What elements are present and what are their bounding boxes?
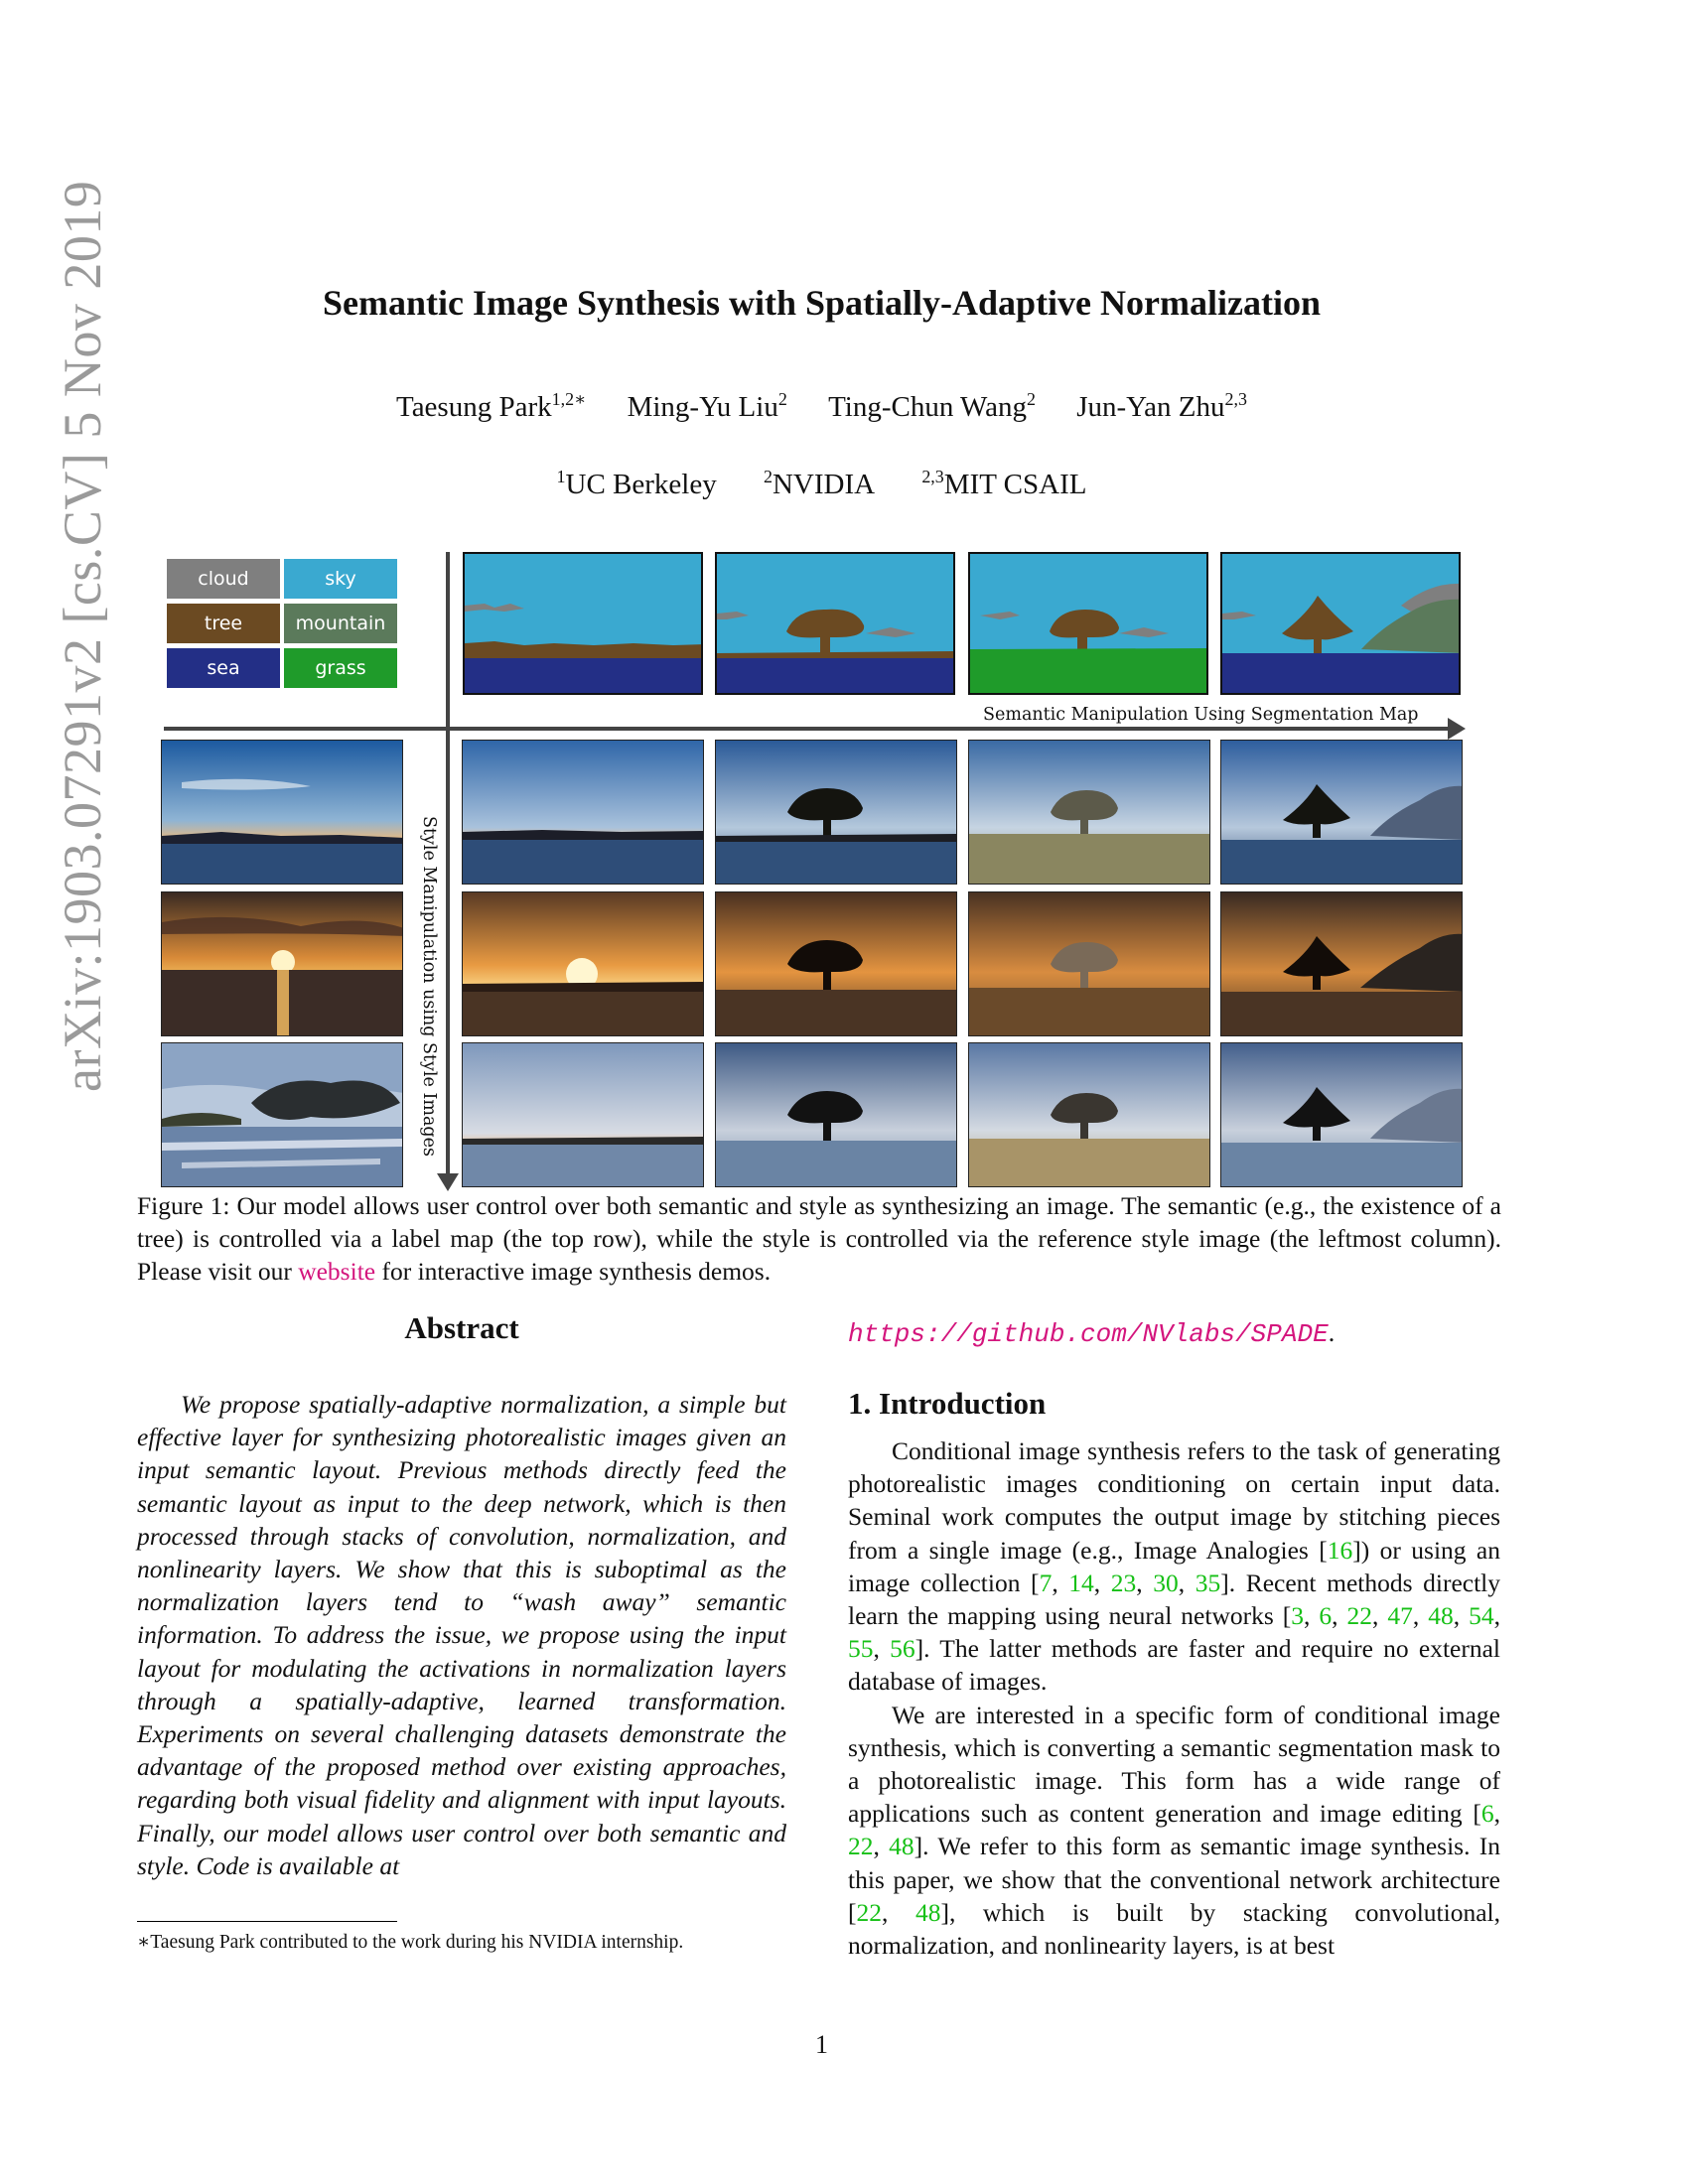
citation-link[interactable]: 14: [1068, 1568, 1094, 1597]
citation-link[interactable]: 22: [856, 1897, 882, 1927]
legend-mountain: mountain: [284, 604, 397, 643]
style-image: [161, 740, 403, 885]
code-url-link[interactable]: https://github.com/NVlabs/SPADE: [848, 1319, 1329, 1349]
style-image: [161, 1042, 403, 1187]
author: Ming-Yu Liu$^2$: [627, 389, 787, 423]
segmentation-map: [968, 552, 1208, 695]
citation-link[interactable]: 3: [1291, 1601, 1305, 1631]
synthesized-image: [715, 740, 957, 885]
legend-cloud: cloud: [167, 559, 280, 599]
legend-tree: tree: [167, 604, 280, 643]
citation-link[interactable]: 6: [1480, 1799, 1494, 1829]
segmentation-map: [463, 552, 703, 695]
synthesized-image: [462, 1042, 704, 1187]
citation-link[interactable]: 22: [848, 1832, 874, 1861]
segmentation-map: [1220, 552, 1461, 695]
style-image: [161, 891, 403, 1036]
section-heading-introduction: 1. Introduction: [848, 1386, 1047, 1421]
synthesized-image: [968, 1042, 1210, 1187]
author-list: [0, 391, 1643, 424]
paragraph: We are interested in a specific form of conditional image synthesis, which is converting a semantic segmentation mask to a photorealistic image. This form has a wide range of applications such as content generation and image editing [6, 22, 48]. We refer to this form as semantic image synthesis. In this paper, we show that the conventional network architecture [22, 48], which is built by stacking convolutional, normalization, and nonlinearity layers, is at best: [848, 1700, 1501, 1961]
citation-link[interactable]: 56: [890, 1634, 915, 1664]
footnote: ∗Taesung Park contributed to the work during his NVIDIA internship.: [137, 1932, 684, 1953]
introduction-text: [848, 1434, 1500, 1962]
synthesized-image: [968, 891, 1210, 1036]
page-number: 1: [815, 2030, 828, 2059]
abstract-heading: Abstract: [404, 1310, 519, 1345]
footnote-rule: [137, 1921, 397, 1922]
citation-link[interactable]: 48: [889, 1832, 914, 1861]
legend-sea: sea: [167, 648, 280, 688]
citation-link[interactable]: 54: [1469, 1601, 1494, 1631]
style-axis-label: Style Manipulation using Style Images: [419, 816, 439, 1157]
style-axis-line: [446, 552, 450, 1179]
author: Ting-Chun Wang$^2$: [828, 389, 1036, 423]
synthesized-image: [715, 1042, 957, 1187]
affiliation: $^1$UC Berkeley: [556, 467, 717, 500]
author: Taesung Park$^{1,2∗}$: [396, 389, 587, 423]
semantic-axis-line: [164, 727, 1455, 731]
citation-link[interactable]: 30: [1153, 1568, 1179, 1597]
legend-sky: sky: [284, 559, 397, 599]
figure-caption: Figure 1: Our model allows user control over both semantic and style as synthesizing an image. The semantic (e.g., the existence of a tree) is controlled via a label map (the top row), while the style is controlled via the reference style image (the leftmost column). Please visit our website for interactive image synthesis demos.: [137, 1191, 1501, 1286]
affiliation-list: [0, 469, 1643, 501]
citation-link[interactable]: 48: [914, 1897, 941, 1927]
paper-title: Semantic Image Synthesis with Spatially-Adaptive Normalization: [322, 283, 1321, 323]
citation-link[interactable]: 47: [1387, 1601, 1413, 1631]
citation-link[interactable]: 55: [848, 1634, 874, 1664]
legend-grass: grass: [284, 648, 397, 688]
semantic-axis-label: Semantic Manipulation Using Segmentation Map: [983, 705, 1419, 725]
citation-link[interactable]: 6: [1319, 1601, 1333, 1631]
synthesized-image: [462, 891, 704, 1036]
citation-link[interactable]: 48: [1428, 1601, 1454, 1631]
affiliation: $^2$NVIDIA: [763, 467, 876, 500]
citation-link[interactable]: 23: [1110, 1568, 1137, 1597]
code-url-line: https://github.com/NVlabs/SPADE.: [848, 1318, 1336, 1349]
synthesized-image: [462, 740, 704, 885]
synthesized-image: [1220, 1042, 1463, 1187]
paragraph: Conditional image synthesis refers to the task of generating photorealistic images conditioning on certain input data. Seminal work computes the output image by stitching pieces from a single image (e.g., Image Analogies [16]) or using an image collection [7, 14, 23, 30, 35]. Recent methods directly learn the mapping using neural networks [3, 6, 22, 47, 48, 54, 55, 56]. The latter methods are faster and require no external database of images.: [848, 1436, 1501, 1697]
citation-link[interactable]: 7: [1039, 1568, 1053, 1597]
synthesized-image: [1220, 891, 1463, 1036]
affiliation: $^{2,3}$MIT CSAIL: [921, 467, 1087, 500]
arrow-right-icon: [1448, 718, 1466, 740]
synthesized-image: [968, 740, 1210, 885]
author: Jun-Yan Zhu$^{2,3}$: [1076, 389, 1247, 423]
arxiv-identifier: arXiv:1903.07291v2 [cs.CV] 5 Nov 2019: [53, 180, 112, 1092]
citation-link[interactable]: 16: [1327, 1535, 1353, 1565]
citation-link[interactable]: 22: [1346, 1601, 1373, 1631]
abstract-text: We propose spatially-adaptive normalization, a simple but effective layer for synthesizing photorealistic images given an input semantic layout. Previous methods directly feed the semantic layout as input to the deep network, which is then processed through stacks of convolution, normalization, and nonlinearity layers. We show that this is suboptimal as the normalization layers tend to “wash away” semantic information. To address the issue, we propose using the input layout for modulating the activations in normalization layers through a spatially-adaptive, learned transformation. Experiments on several challenging datasets demonstrate the advantage of the proposed method over existing approaches, regarding both visual fidelity and alignment with input layouts. Finally, our model allows user control over both semantic and style. Code is available at: [137, 1390, 786, 1880]
citation-link[interactable]: 35: [1195, 1568, 1221, 1597]
synthesized-image: [715, 891, 957, 1036]
website-link[interactable]: website: [298, 1257, 376, 1286]
segmentation-map: [715, 552, 955, 695]
synthesized-image: [1220, 740, 1463, 885]
